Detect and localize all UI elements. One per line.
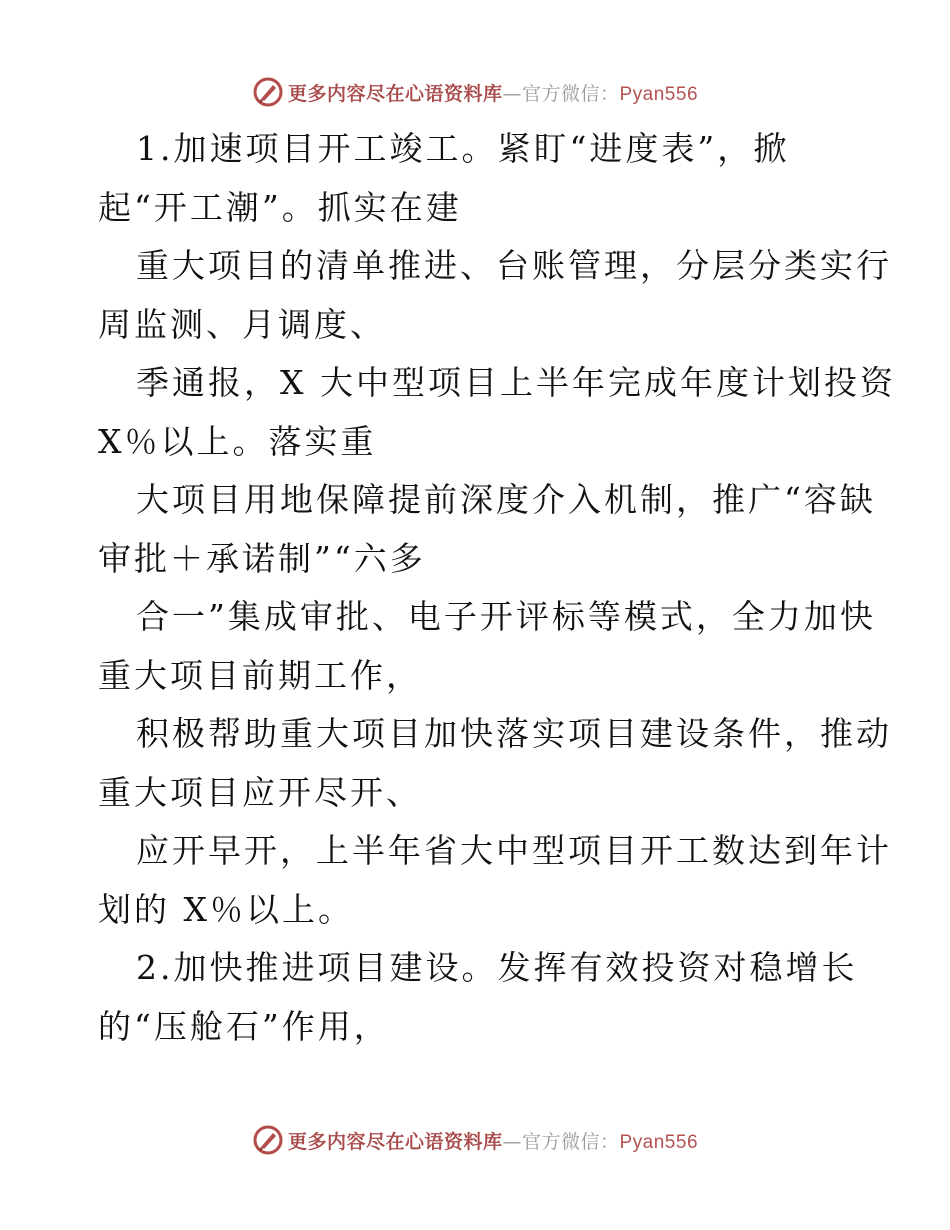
text-line: 季通报，X 大中型项目上半年完成年度计划投资 [136,363,896,402]
text-line: 应开早开，上半年省大中型项目开工数达到年计 [136,831,892,870]
text-line: 审批＋承诺制”“六多 [98,538,426,578]
text-line: 合一”集成审批、电子开评标等模式，全力加快 [136,597,876,636]
text-line: 重大项目应开尽开、 [98,772,422,812]
watermark-footer [0,1120,950,1160]
watermark-dash: — [502,1130,522,1153]
watermark-id: Pyan556 [619,1131,699,1153]
text-line: 重大项目的清单推进、台账管理，分层分类实行 [136,246,892,285]
watermark-sub: 官方微信： [521,82,620,105]
watermark-main: 更多内容尽在心语资料库 [287,1130,503,1153]
watermark-header [0,72,950,112]
watermark-text [288,79,698,106]
pen-logo-icon [252,76,284,108]
text-line: 起“开工潮”。抓实在建 [98,187,462,227]
text-line: 2.加快推进项目建设。发挥有效投资对稳增长 [136,948,858,987]
text-line: 大项目用地保障提前深度介入机制，推广“容缺 [136,480,876,519]
watermark-sub: 官方微信： [521,1130,620,1153]
watermark-text [288,1127,698,1154]
watermark-main: 更多内容尽在心语资料库 [287,82,503,105]
text-line: 重大项目前期工作， [98,655,422,695]
text-line: 划的 X％以上。 [98,889,354,929]
watermark-dash: — [502,82,522,105]
text-line: 1.加速项目开工竣工。紧盯“进度表”，掀 [136,129,790,168]
text-line: 的“压舱石”作用， [98,1006,390,1046]
document-body [98,120,896,1056]
watermark-id: Pyan556 [619,83,699,105]
text-line: X％以上。落实重 [98,421,377,461]
text-line: 积极帮助重大项目加快落实项目建设条件，推动 [136,714,892,753]
text-line: 周监测、月调度、 [98,304,386,344]
pen-logo-icon [252,1124,284,1156]
